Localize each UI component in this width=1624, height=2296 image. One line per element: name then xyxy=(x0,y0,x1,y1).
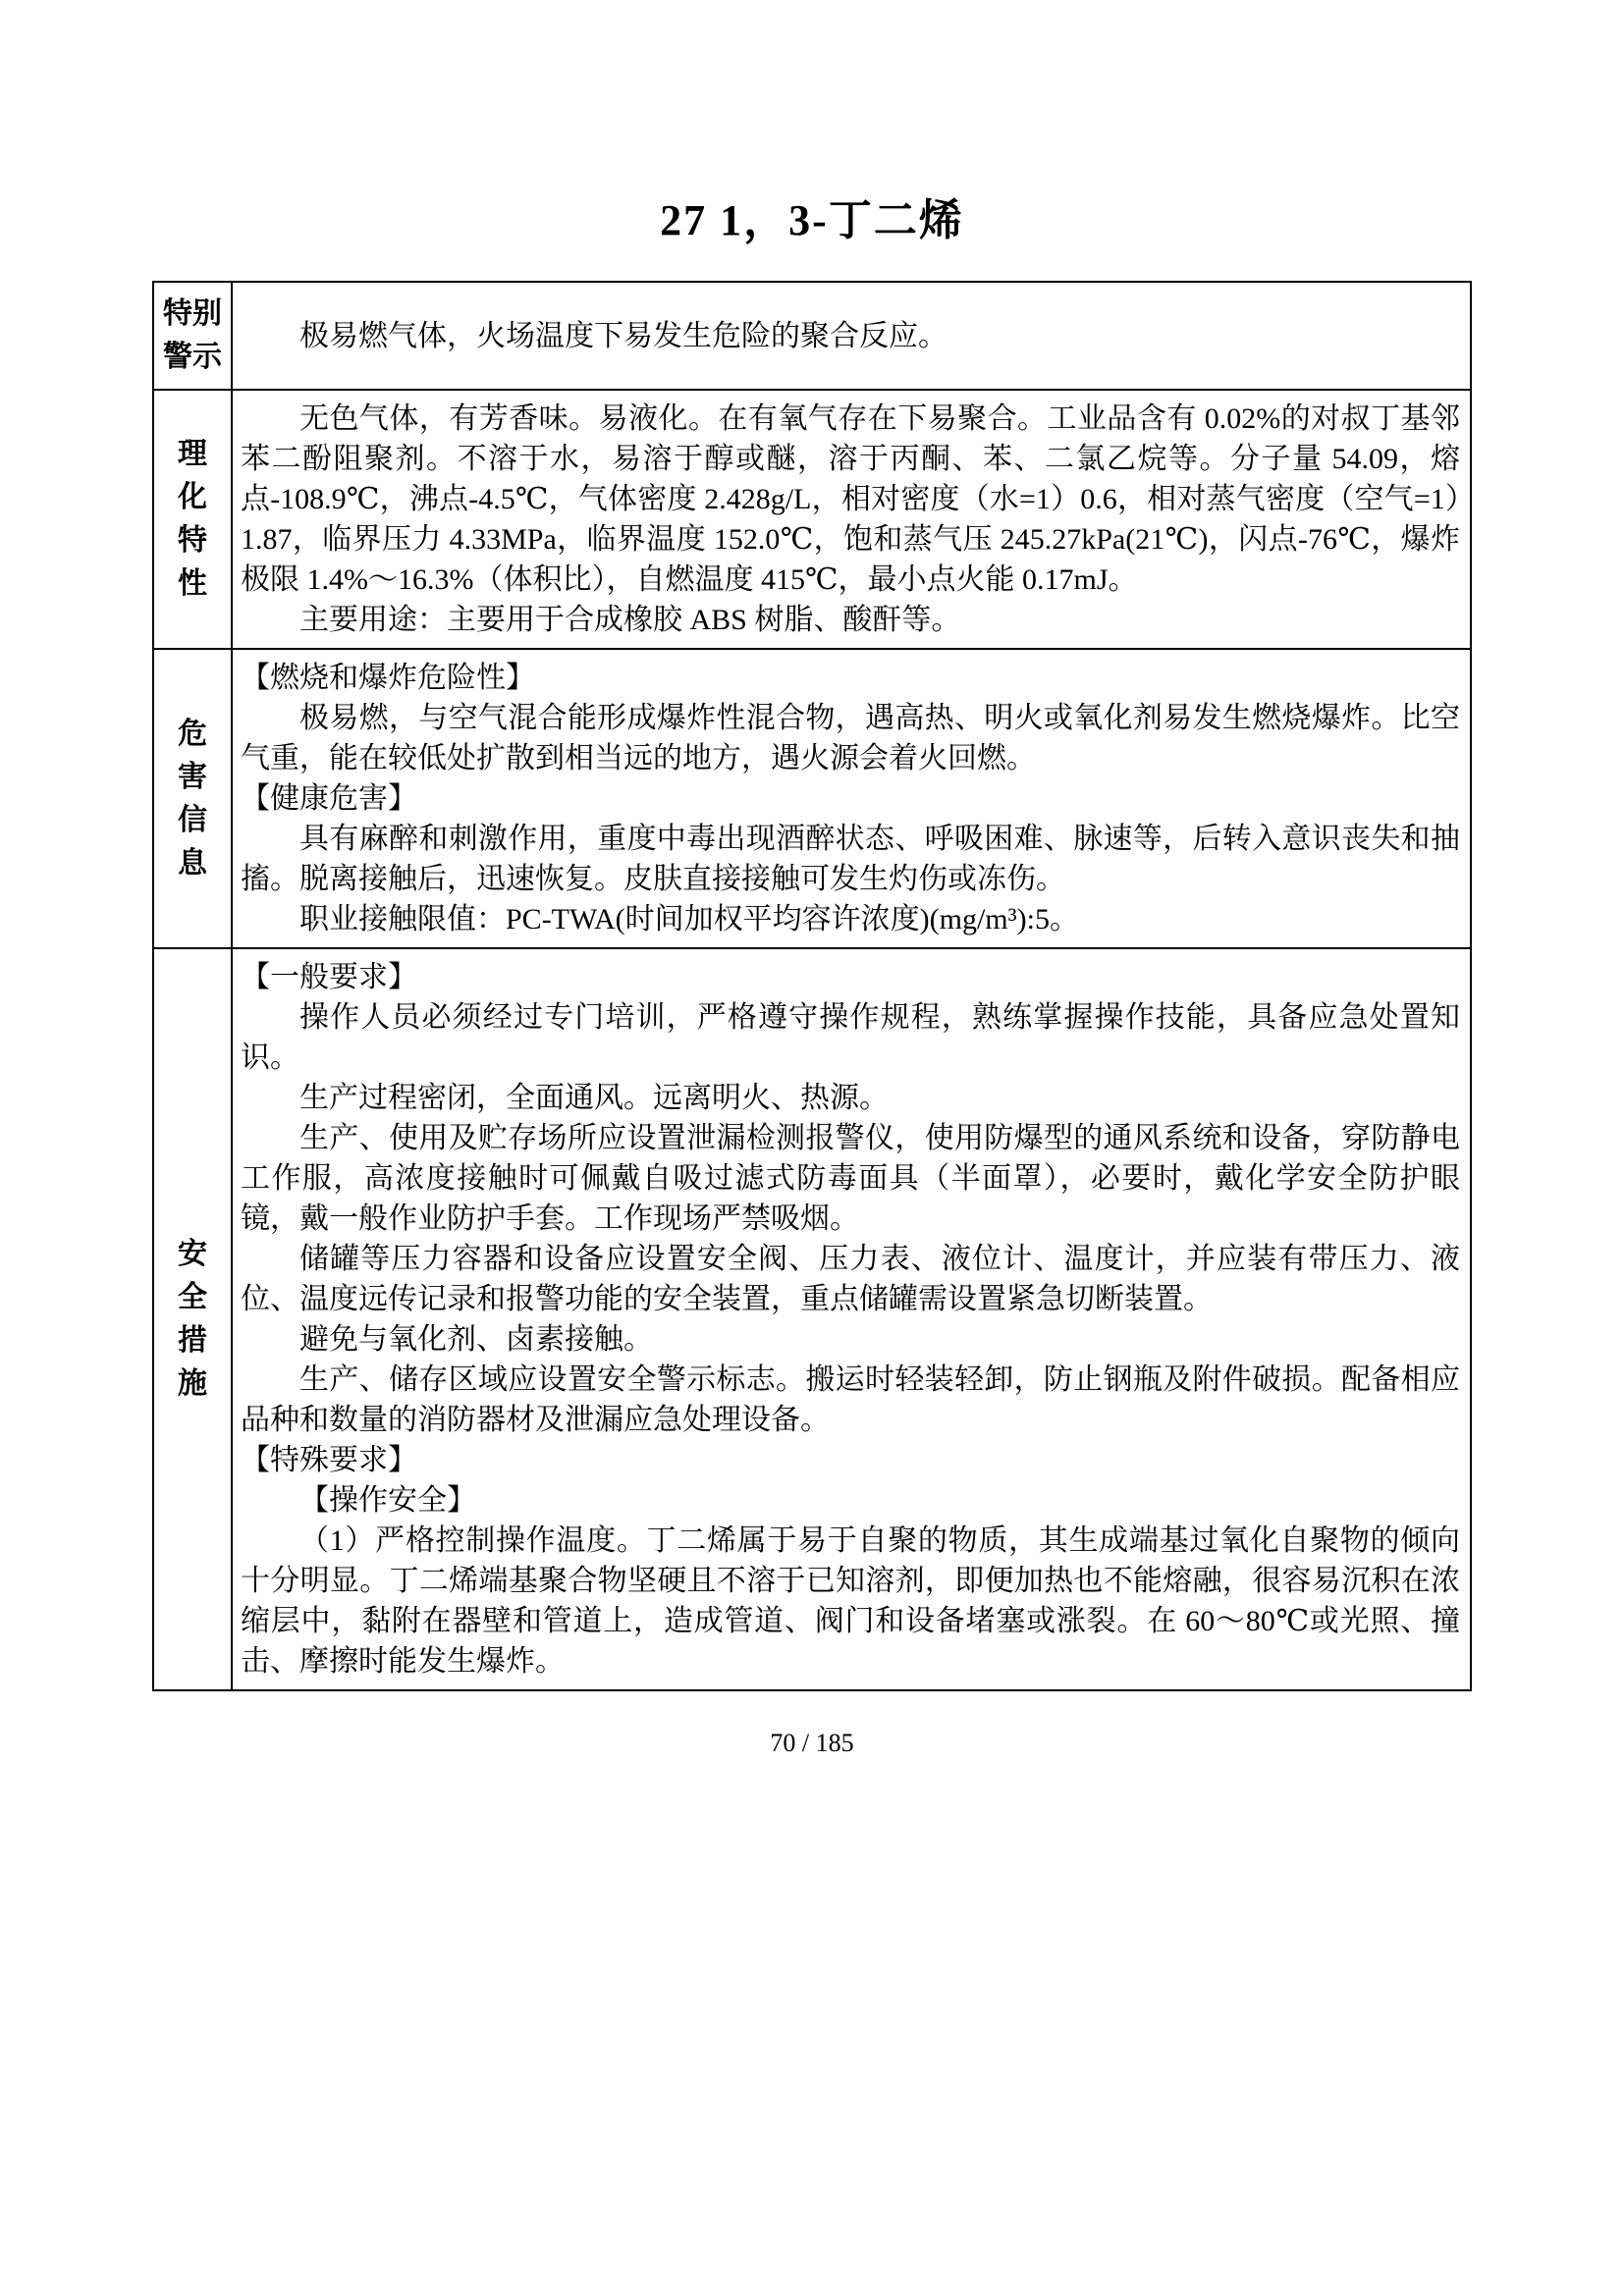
header-line: 全 xyxy=(178,1281,207,1313)
paragraph: 操作人员必须经过专门培训，严格遵守操作规程，熟练掌握操作技能，具备应急处置知识。 xyxy=(241,1001,1460,1074)
row-content-physicochemical-properties xyxy=(232,390,1471,649)
row-header-physicochemical-properties xyxy=(153,390,232,649)
header-line: 安 xyxy=(178,1238,207,1270)
row-content-special-warning xyxy=(232,282,1471,390)
paragraph: 极易燃气体，火场温度下易发生危险的聚合反应。 xyxy=(299,319,947,352)
paragraph: 避免与氧化剂、卤素接触。 xyxy=(299,1323,653,1356)
page-number: 70 / 185 xyxy=(770,1729,854,1757)
header-line: 害 xyxy=(178,760,207,793)
row-content-hazard-information xyxy=(232,649,1471,948)
table-row-physicochemical-properties xyxy=(153,390,1471,649)
header-line: 警示 xyxy=(163,341,222,373)
table-row-special-warning xyxy=(153,282,1471,390)
row-content-safety-measures xyxy=(232,948,1471,1690)
paragraph: 具有麻醉和刺激作用，重度中毒出现酒醉状态、呼吸困难、脉速等，后转入意识丧失和抽搐。脱离接触后，迅速恢复。皮肤直接接触可发生灼伤或冻伤。 xyxy=(241,823,1460,895)
row-header-special-warning xyxy=(153,282,232,390)
section-heading: 【特殊要求】 xyxy=(241,1444,417,1476)
header-line: 信 xyxy=(178,803,207,836)
header-line: 施 xyxy=(178,1367,207,1400)
section-heading: 【燃烧和爆炸危险性】 xyxy=(241,662,535,694)
paragraph: 主要用途：主要用于合成橡胶 ABS 树脂、酸酐等。 xyxy=(299,604,961,636)
table-row-safety-measures xyxy=(153,948,1471,1690)
paragraph: 储罐等压力容器和设备应设置安全阀、压力表、液位计、温度计，并应装有带压力、液位、温度远传记录和报警功能的安全装置，重点储罐需设置紧急切断装置。 xyxy=(241,1243,1460,1315)
paragraph: 生产过程密闭，全面通风。远离明火、热源。 xyxy=(299,1082,889,1114)
row-header-hazard-information xyxy=(153,649,232,948)
paragraph: 极易燃，与空气混合能形成爆炸性混合物，遇高热、明火或氧化剂易发生燃烧爆炸。比空气重，能在较低处扩散到相当远的地方，遇火源会着火回燃。 xyxy=(241,702,1460,774)
row-header-safety-measures xyxy=(153,948,232,1690)
header-line: 性 xyxy=(178,567,207,600)
header-line: 措 xyxy=(178,1324,207,1357)
header-line: 化 xyxy=(178,481,207,513)
paragraph: （1）严格控制操作温度。丁二烯属于易于自聚的物质，其生成端基过氧化自聚物的倾向十分明显。丁二烯端基聚合物坚硬且不溶于已知溶剂，即便加热也不能熔融，很容易沉积在浓缩层中，黏附在器壁和管道上，造成管道、阀门和设备堵塞或涨裂。在 60～80℃或光照、撞击、摩擦时能发生爆炸。 xyxy=(241,1524,1460,1678)
table-row-hazard-information xyxy=(153,649,1471,948)
page-title: 27 1，3-丁二烯 xyxy=(660,196,964,244)
paragraph: 生产、使用及贮存场所应设置泄漏检测报警仪，使用防爆型的通风系统和设备，穿防静电工作服，高浓度接触时可佩戴自吸过滤式防毒面具（半面罩），必要时，戴化学安全防护眼镜，戴一般作业防护手套。工作现场严禁吸烟。 xyxy=(241,1122,1460,1235)
header-line: 理 xyxy=(178,438,207,470)
paragraph: 无色气体，有芳香味。易液化。在有氧气存在下易聚合。工业品含有 0.02%的对叔丁基邻苯二酚阻聚剂。不溶于水，易溶于醇或醚，溶于丙酮、苯、二氯乙烷等。分子量 54.09，熔点-108.9℃，沸点-4.5℃，气体密度 2.428g/L，相对密度（水=1）0.6，相对蒸气密度（空气=1）1.87，临界压力 4.33MPa，临界温度 152.0℃，饱和蒸气压 245.27kPa(21℃)，闪点-76℃，爆炸极限 1.4%～16.3%（体积比），自燃温度 415℃，最小点火能 0.17mJ。 xyxy=(241,402,1460,596)
section-heading: 【健康危害】 xyxy=(241,782,417,815)
safety-data-table xyxy=(152,281,1472,1691)
paragraph: 职业接触限值：PC-TWA(时间加权平均容许浓度)(mg/m³):5。 xyxy=(299,903,1079,935)
paragraph: 生产、储存区域应设置安全警示标志。搬运时轻装轻卸，防止钢瓶及附件破损。配备相应品种和数量的消防器材及泄漏应急处理设备。 xyxy=(241,1363,1460,1436)
section-heading: 【一般要求】 xyxy=(241,961,417,993)
header-line: 息 xyxy=(178,846,207,880)
header-line: 危 xyxy=(178,717,207,750)
header-line: 特别 xyxy=(163,297,222,330)
section-heading: 【操作安全】 xyxy=(299,1484,476,1517)
header-line: 特 xyxy=(178,524,207,557)
